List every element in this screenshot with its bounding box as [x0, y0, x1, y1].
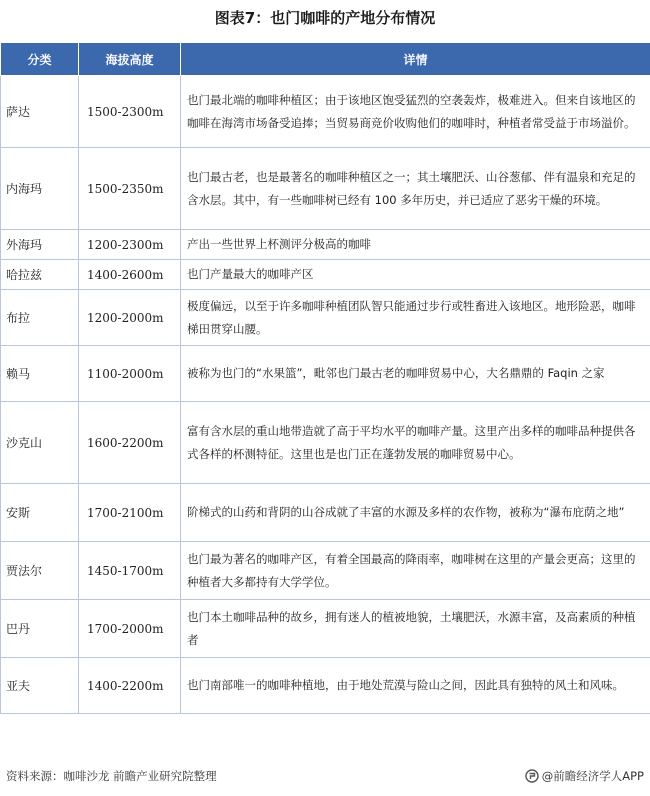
row-category: 布拉: [1, 290, 79, 346]
source-note: 资料来源：咖啡沙龙 前瞻产业研究院整理: [6, 769, 217, 783]
row-detail: 极度偏远，以至于许多咖啡种植团队智只能通过步行或牲畜进入该地区。地形险恶，咖啡梯田贯穿山腰。: [181, 290, 650, 346]
qianzhan-logo-icon: [525, 769, 539, 783]
row-category: 萨达: [1, 76, 79, 148]
row-altitude: 1500-2350m: [79, 148, 181, 230]
table-row: [1, 600, 650, 658]
row-category: 哈拉兹: [1, 260, 79, 290]
row-altitude: 1400-2200m: [79, 658, 181, 714]
row-detail: 也门最古老，也是最著名的咖啡种植区之一；其土壤肥沃、山谷葱郁、伴有温泉和充足的含水层。其中，有一些咖啡树已经有 100 多年历史，并已适应了恶劣干燥的环境。: [181, 148, 650, 230]
table-row: [1, 230, 650, 260]
table-row: [1, 402, 650, 484]
table-row: [1, 290, 650, 346]
row-detail: 也门最北端的咖啡种植区；由于该地区饱受猛烈的空袭轰炸，极难进入。但来自该地区的咖啡在海湾市场备受追捧；当贸易商竞价收购他们的咖啡时，种植者常受益于市场溢价。: [181, 76, 650, 148]
row-detail: 也门南部唯一的咖啡种植地，由于地处荒漠与险山之间，因此具有独特的风土和风味。: [181, 658, 650, 714]
distribution-table: [0, 42, 650, 714]
row-category: 外海玛: [1, 230, 79, 260]
page-title: 图表7：也门咖啡的产地分布情况: [214, 9, 436, 27]
row-category: 内海玛: [1, 148, 79, 230]
row-altitude: 1200-2000m: [79, 290, 181, 346]
table-row: [1, 76, 650, 148]
row-altitude: 1100-2000m: [79, 346, 181, 402]
table-row: [1, 658, 650, 714]
row-detail: 也门本土咖啡品种的故乡，拥有迷人的植被地貌，土壤肥沃，水源丰富，及高素质的种植者: [181, 600, 650, 658]
row-altitude: 1400-2600m: [79, 260, 181, 290]
row-detail: 阶梯式的山药和背阴的山谷成就了丰富的水源及多样的农作物，被称为“瀑布庇荫之地”: [181, 484, 650, 542]
row-detail: 也门产量最大的咖啡产区: [181, 260, 650, 290]
row-category: 赖马: [1, 346, 79, 402]
table-row: [1, 260, 650, 290]
header-altitude: 海拔高度: [79, 43, 181, 76]
table-row: [1, 148, 650, 230]
table-header-row: [1, 43, 650, 76]
row-altitude: 1700-2100m: [79, 484, 181, 542]
table-row: [1, 346, 650, 402]
row-altitude: 1700-2000m: [79, 600, 181, 658]
row-detail: 也门最为著名的咖啡产区，有着全国最高的降雨率，咖啡树在这里的产量会更高；这里的种植者大多都持有大学学位。: [181, 542, 650, 600]
row-category: 贾法尔: [1, 542, 79, 600]
row-altitude: 1600-2200m: [79, 402, 181, 484]
brand-credit: [525, 768, 644, 784]
row-category: 沙克山: [1, 402, 79, 484]
header-detail: 详情: [181, 43, 650, 76]
row-detail: 富有含水层的重山地带造就了高于平均水平的咖啡产量。这里产出多样的咖啡品种提供各式各样的杯测特征。这里也是也门正在蓬勃发展的咖啡贸易中心。: [181, 402, 650, 484]
row-detail: 产出一些世界上杯测评分极高的咖啡: [181, 230, 650, 260]
table-row: [1, 542, 650, 600]
row-category: 巴丹: [1, 600, 79, 658]
row-category: 亚夫: [1, 658, 79, 714]
row-altitude: 1500-2300m: [79, 76, 181, 148]
brand-label: @前瞻经济学人APP: [541, 769, 644, 783]
table-row: [1, 484, 650, 542]
row-altitude: 1450-1700m: [79, 542, 181, 600]
header-category: 分类: [1, 43, 79, 76]
row-altitude: 1200-2300m: [79, 230, 181, 260]
row-detail: 被称为也门的“水果篮”，毗邻也门最古老的咖啡贸易中心，大名鼎鼎的 Faqin 之家: [181, 346, 650, 402]
row-category: 安斯: [1, 484, 79, 542]
